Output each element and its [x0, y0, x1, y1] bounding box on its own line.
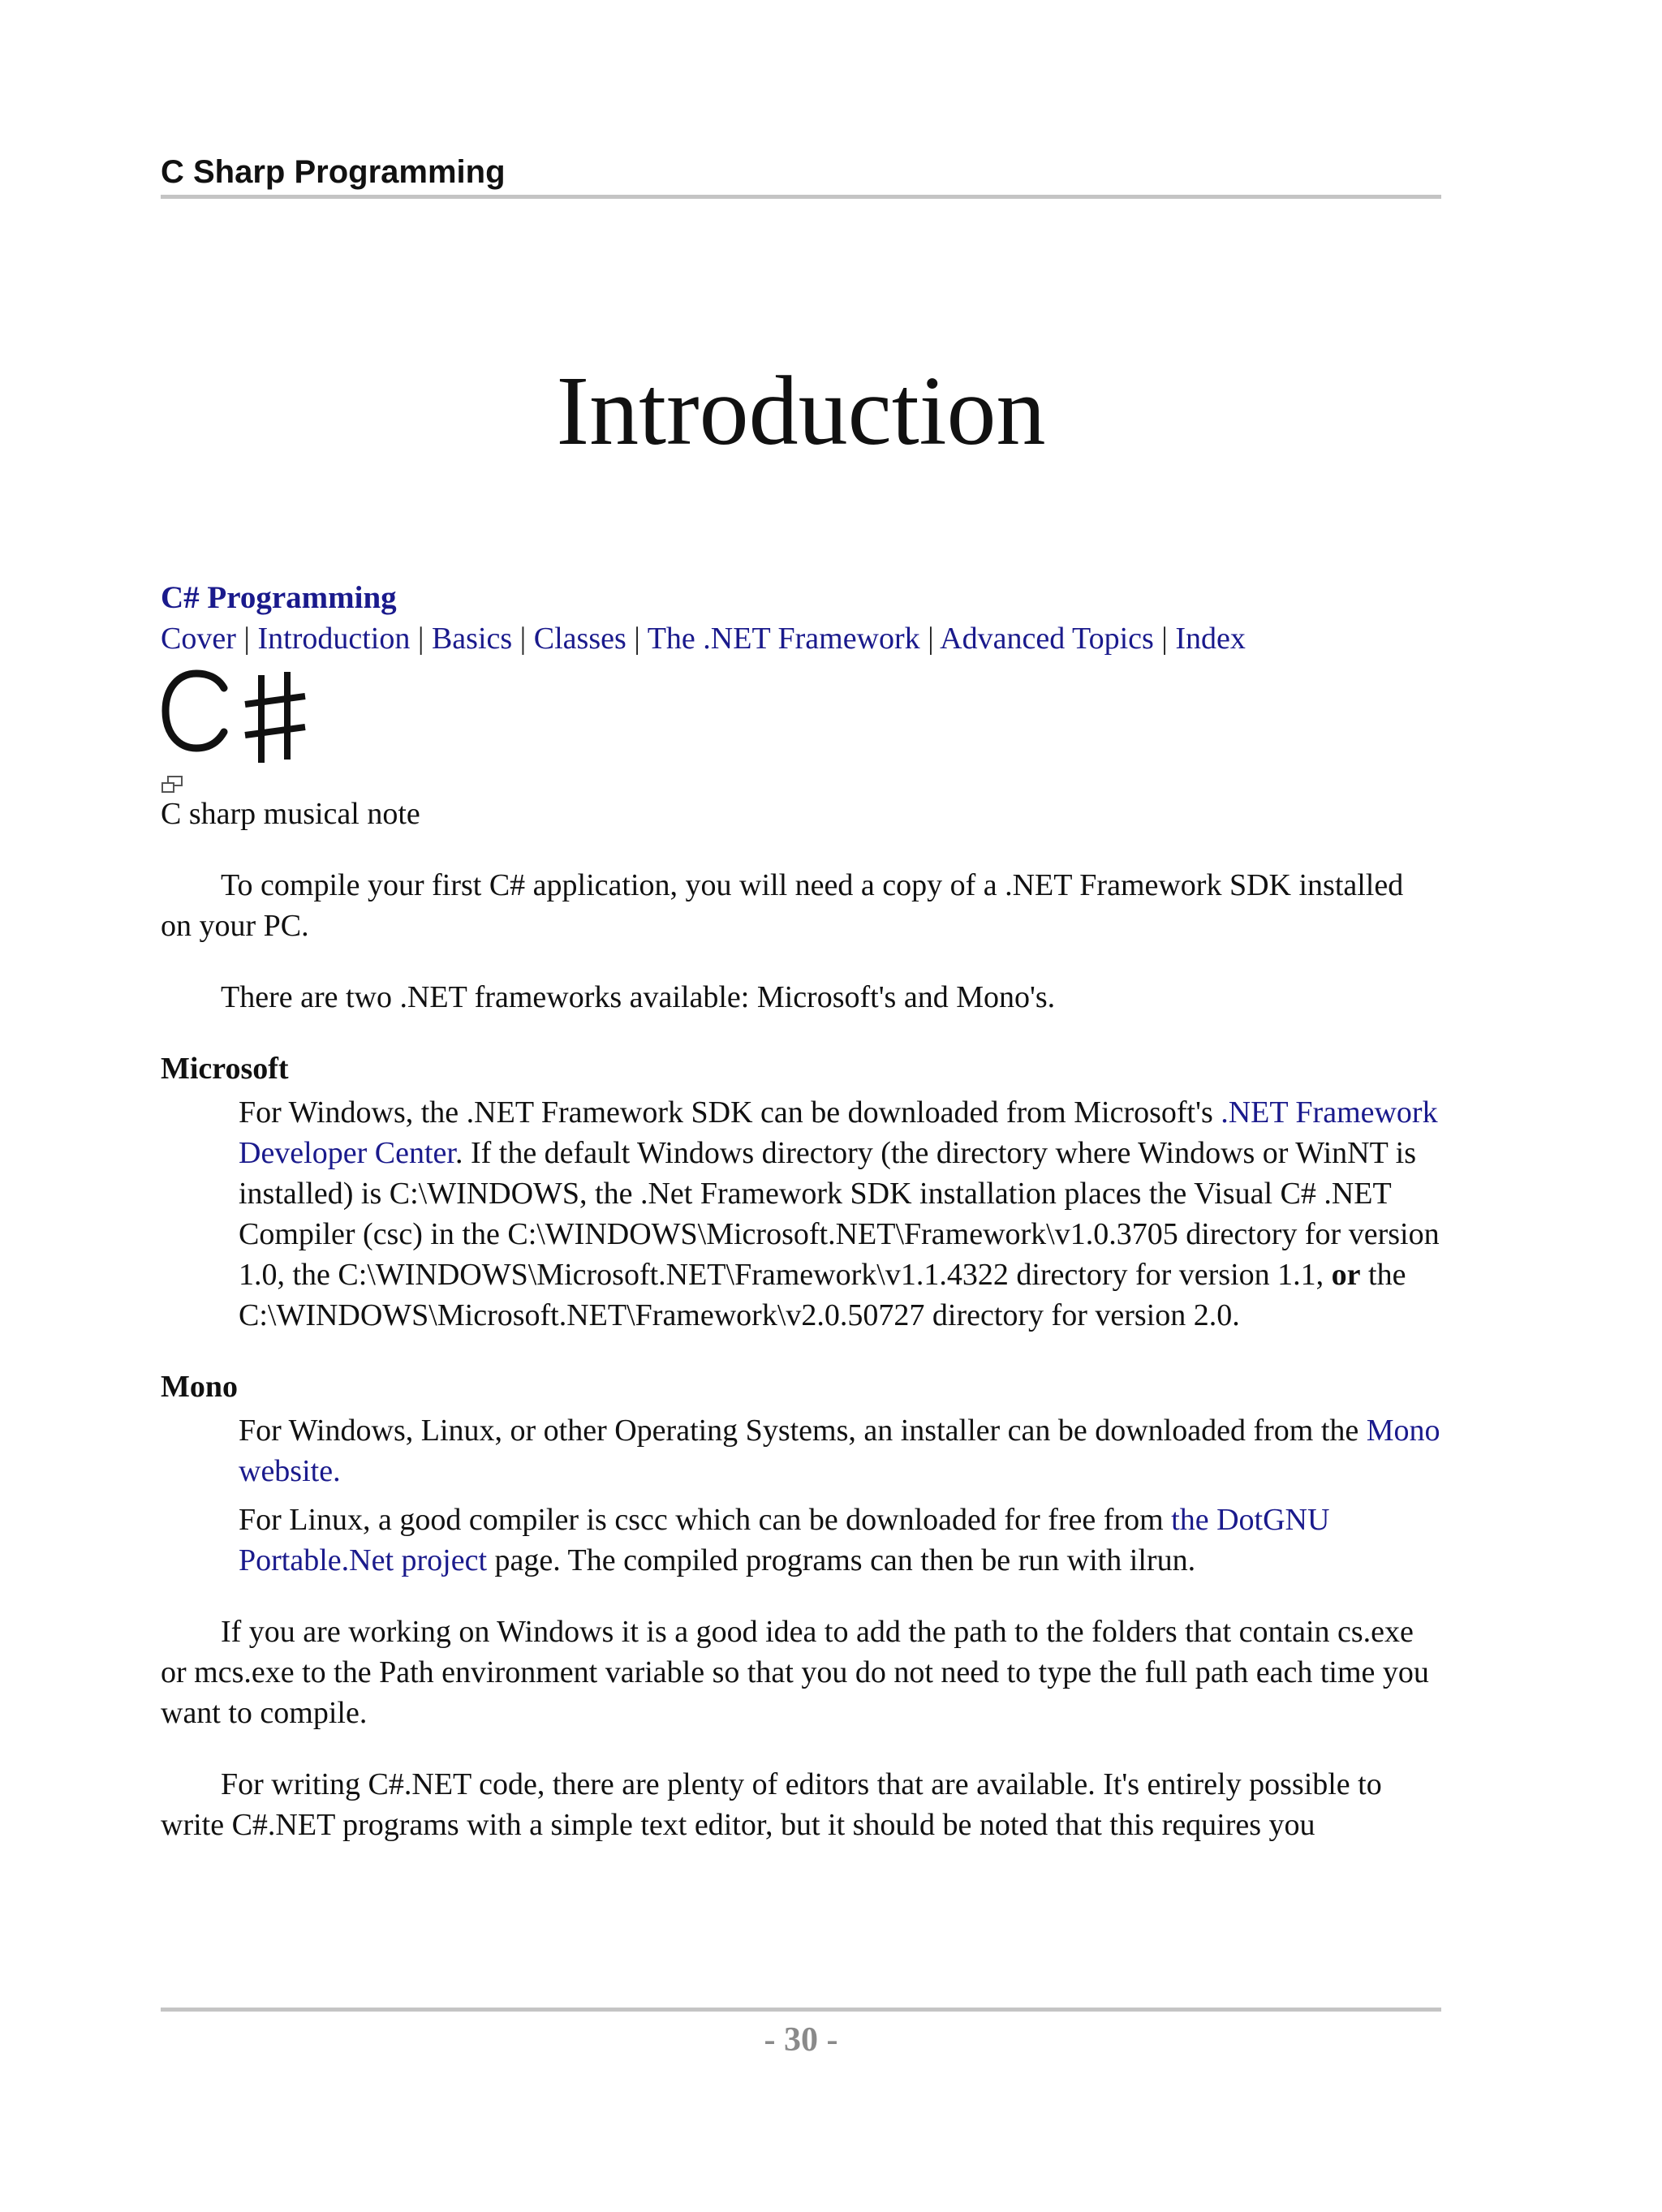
text: . If the default Windows directory (the directory where Windows or WinNT is installed) is C:\WINDOWS, the .Net Framework SDK installation places the Visual C# .NET Compiler (csc) in the C:\WINDOWS\Microsoft.NET\Framework\v1.0.3705 directory for version 1.0, the C:\WINDOWS\Microsoft.NET\Framework\v1.1.4322 directory for version 1.1,: [239, 1136, 1440, 1292]
nav-separator: |: [519, 622, 527, 656]
c-sharp-logo-image[interactable]: [161, 669, 331, 764]
nav-separator: |: [634, 622, 640, 656]
body-text: [161, 578, 1441, 1845]
paragraph: If you are working on Windows it is a good idea to add the path to the folders that contain cs.exe or mcs.exe to the Path environment variable so that you do not need to type the full path each time you want to compile.: [161, 1615, 1429, 1730]
bold-or: or: [1331, 1258, 1361, 1292]
definition-microsoft: [239, 1092, 1441, 1336]
navbox-links: [161, 618, 1441, 659]
dotgnu-link[interactable]: the DotGNU Portable.Net project: [239, 1503, 1330, 1577]
nav-separator: |: [1161, 622, 1168, 656]
definition-mono-windows: [239, 1410, 1441, 1491]
nav-link-cover[interactable]: Cover: [161, 622, 236, 656]
nav-separator: |: [928, 622, 934, 656]
footer-rule: [161, 2008, 1441, 2012]
text: For Linux, a good compiler is cscc which can be downloaded for free from: [239, 1503, 1172, 1537]
text: For Windows, the .NET Framework SDK can be downloaded from Microsoft's: [239, 1095, 1221, 1130]
nav-link-index[interactable]: Index: [1175, 622, 1246, 656]
definition-mono-linux: [239, 1500, 1441, 1581]
nav-link-classes[interactable]: Classes: [533, 622, 626, 656]
enlarge-icon[interactable]: [161, 776, 183, 794]
net-developer-center-link[interactable]: .NET Framework Developer Center: [239, 1095, 1438, 1170]
nav-separator: |: [243, 622, 250, 656]
definition-term-mono: Mono: [161, 1370, 238, 1404]
running-header: C Sharp Programming: [161, 154, 506, 190]
definition-term-microsoft: Microsoft: [161, 1052, 289, 1086]
header-rule: [161, 195, 1441, 199]
navbox: [161, 578, 1441, 659]
nav-link-net-framework[interactable]: The .NET Framework: [647, 622, 920, 656]
mono-website-link[interactable]: Mono website.: [239, 1414, 1440, 1488]
chapter-title: Introduction: [556, 355, 1046, 466]
text: For Windows, Linux, or other Operating Systems, an installer can be downloaded from the: [239, 1414, 1367, 1448]
paragraph: To compile your first C# application, you will need a copy of a .NET Framework SDK installed on your PC.: [161, 868, 1404, 943]
page-number: - 30 -: [764, 2021, 838, 2059]
nav-separator: |: [417, 622, 424, 656]
nav-link-advanced-topics[interactable]: Advanced Topics: [940, 622, 1154, 656]
text: page. The compiled programs can then be run with ilrun.: [487, 1543, 1196, 1577]
paragraph: There are two .NET frameworks available: Microsoft's and Mono's.: [221, 980, 1056, 1014]
nav-link-basics[interactable]: Basics: [431, 622, 513, 656]
paragraph: For writing C#.NET code, there are plenty of editors that are available. It's entirely possible to write C#.NET programs with a simple text editor, but it should be noted that this requires you: [161, 1767, 1382, 1842]
text: the C:\WINDOWS\Microsoft.NET\Framework\v2.0.50727 directory for version 2.0.: [239, 1258, 1406, 1332]
image-caption: C sharp musical note: [161, 797, 420, 831]
navbox-title: C# Programming: [161, 580, 397, 615]
nav-link-introduction[interactable]: Introduction: [257, 622, 411, 656]
